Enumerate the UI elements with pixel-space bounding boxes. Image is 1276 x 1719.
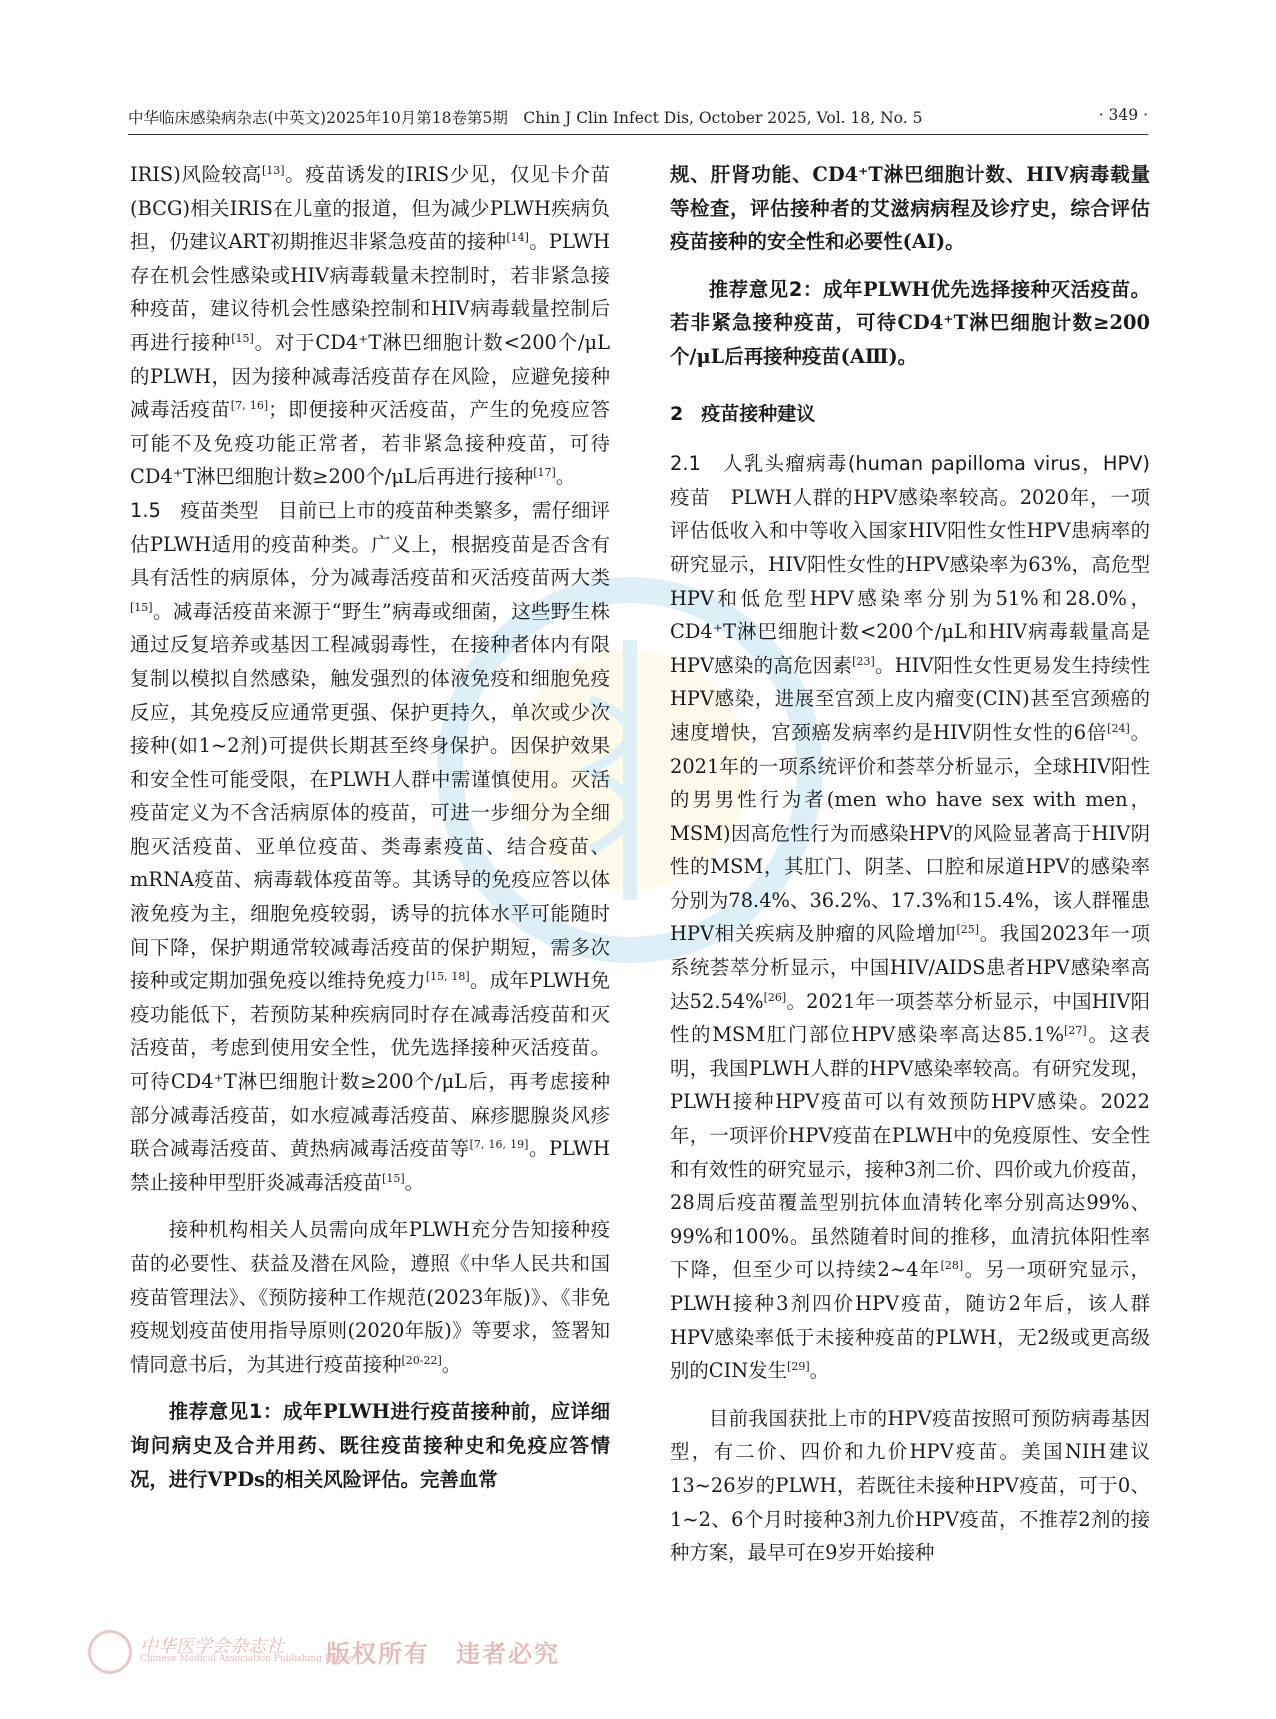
recommendation-2: 推荐意见2：成年PLWH优先选择接种灭活疫苗。若非紧急接种疫苗，可待CD4⁺T淋巴细胞计数≥200个/μL后再接种疫苗(AⅢ)。 [670,277,1150,368]
paragraph-hpv: 2.1 人乳头瘤病毒(human papilloma virus，HPV)疫苗 PLWH人群的HPV感染率较高。2020年，一项评估低收入和中等收入国家HIV阳性女性HPV患病率的研究显示，HIV阳性女性的HPV感染率为63%，高危型HPV和低危型HPV感染率分别为51%和28.0%，CD4⁺T淋巴细胞计数<200个/μL和HIV病毒载量高是HPV感染的高危因素[23]。HIV阳性女性更易发生持续性HPV感染，进展至宫颈上皮内瘤变(CIN)甚至宫颈癌的速度增快，宫颈癌发病率约是HIV阴性女性的6倍[24]。2021年的一项系统评价和荟萃分析显示，全球HIV阳性的男男性行为者(men who have sex with men，MSM)因高危性行为而感染HPV的风险显著高于HIV阴性的MSM，其肛门、阴茎、口腔和尿道HPV的感染率分别为78.4%、36.2%、17.3%和15.4%，该人群罹患HPV相关疾病及肿瘤的风险增加[25]。我国2023年一项系统荟萃分析显示，中国HIV/AIDS患者HPV感染率高达52.54%[26]。2021年一项荟萃分析显示，中国HIV阳性的MSM肛门部位HPV感染率高达85.1%[27]。这表明，我国PLWH人群的HPV感染率较高。有研究发现，PLWH接种HPV疫苗可以有效预防HPV感染。2022年，一项评价HPV疫苗在PLWH中的免疫原性、安全性和有效性的研究显示，接种3剂二价、四价或九价疫苗，28周后疫苗覆盖型别抗体血清转化率分别高达99%、99%和100%。虽然随着时间的推移，血清抗体阳性率下降，但至少可以持续2~4年[28]。另一项研究显示，PLWH接种3剂四价HPV疫苗，随访2年后，该人群HPV感染率低于未接种疫苗的PLWH，无2级或更高级别的CIN发生[29]。 [670,452,1151,1383]
publisher-footer-watermark [88,1630,608,1670]
paragraph-iris: IRIS)风险较高[13]。疫苗诱发的IRIS少见，仅见卡介苗(BCG)相关IRIS在儿童的报道，但为减少PLWH疾病负担，仍建议ART初期推迟非紧急疫苗的接种[14]。PLWH存在机会性感染或HIV病毒载量未控制时，若非紧急接种疫苗，建议待机会性感染控制和HIV病毒载量控制后再进行接种[15]。对于CD4⁺T淋巴细胞计数<200个/μL的PLWH，因为接种减毒活疫苗存在风险，应避免接种减毒活疫苗[7, 16]；即便接种灭活疫苗，产生的免疫应答可能不及免疫功能正常者，若非紧急接种疫苗，可待CD4⁺T淋巴细胞计数≥200个/μL后再进行接种[17]。 [130,163,611,489]
paragraph-informed-consent: 接种机构相关人员需向成年PLWH充分告知接种疫苗的必要性、获益及潜在风险，遵照《中华人民共和国疫苗管理法》、《预防接种工作规范(2023年版)》、《非免疫规划疫苗使用指导原则(2020年版)》等要求，签署知情同意书后，为其进行疫苗接种[20-22]。 [130,1218,610,1376]
page-number: · 349 · [1098,106,1148,124]
subsection-title: 疫苗类型 [180,498,259,522]
subsection-number: 1.5 [130,498,161,522]
subsection-title: 人乳头瘤病毒(human papilloma virus，HPV)疫苗 [670,452,1150,509]
section-2-heading: 2 疫苗接种建议 [670,402,816,425]
running-header [128,104,1148,135]
copyright-notice: 版权所有 违者必究 [326,1639,560,1668]
publisher-name-en: Chinese Medical Association Publishing House [140,1654,354,1664]
publisher-name-cn: 中华医学会杂志社 [140,1636,284,1657]
left-column [130,158,610,1496]
paragraph-hpv-vaccines-china: 目前我国获批上市的HPV疫苗按照可预防病毒基因型，有二价、四价和九价HPV疫苗。美国NIH建议13~26岁的PLWH，若既往未接种HPV疫苗，可于0、1~2、6个月时接种3剂九价HPV疫苗，不推荐2剂的接种方案，最早可在9岁开始接种 [670,1406,1150,1565]
journal-citation: 中华临床感染病杂志(中英文)2025年10月第18卷第5期 Chin J Clin Infect Dis, October 2025, Vol. 18, No. 5 [128,109,923,127]
right-column [670,158,1150,1570]
publisher-seal-icon [88,1630,132,1674]
recommendation-1: 推荐意见1：成年PLWH进行疫苗接种前，应详细询问病史及合并用药、既往疫苗接种史和免疫应答情况，进行VPDs的相关风险评估。完善血常 [130,1400,610,1491]
recommendation-1-continued: 规、肝肾功能、CD4⁺T淋巴细胞计数、HIV病毒载量等检查，评估接种者的艾滋病病程及诊疗史，综合评估疫苗接种的安全性和必要性(AⅠ)。 [670,163,1150,254]
paragraph-vaccine-types: 1.5 疫苗类型 目前已上市的疫苗种类繁多，需仔细评估PLWH适用的疫苗种类。广义上，根据疫苗是否含有具有活性的病原体，分为减毒活疫苗和灭活疫苗两大类[15]。减毒活疫苗来源于“野生”病毒或细菌，这些野生株通过反复培养或基因工程减弱毒性，在接种者体内有限复制以模拟自然感染，触发强烈的体液免疫和细胞免疫反应，其免疫反应通常更强、保护更持久，单次或少次接种(如1~2剂)可提供长期甚至终身保护。因保护效果和安全性可能受限，在PLWH人群中需谨慎使用。灭活疫苗定义为不含活病原体的疫苗，可进一步细分为全细胞灭活疫苗、亚单位疫苗、类毒素疫苗、结合疫苗、mRNA疫苗、病毒载体疫苗等。其诱导的免疫应答以体液免疫为主，细胞免疫较弱，诱导的抗体水平可能随时间下降，保护期通常较减毒活疫苗的保护期短，需多次接种或定期加强免疫以维持免疫力[15, 18]。成年PLWH免疫功能低下，若预防某种疾病同时存在减毒活疫苗和灭活疫苗，考虑到使用安全性，优先选择接种灭活疫苗。可待CD4⁺T淋巴细胞计数≥200个/μL后，再考虑接种部分减毒活疫苗，如水痘减毒活疫苗、麻疹腮腺炎风疹联合减毒活疫苗、黄热病减毒活疫苗等[7, 16, 19]。PLWH禁止接种甲型肝炎减毒活疫苗[15]。 [130,498,611,1194]
subsection-number: 2.1 [670,452,701,476]
